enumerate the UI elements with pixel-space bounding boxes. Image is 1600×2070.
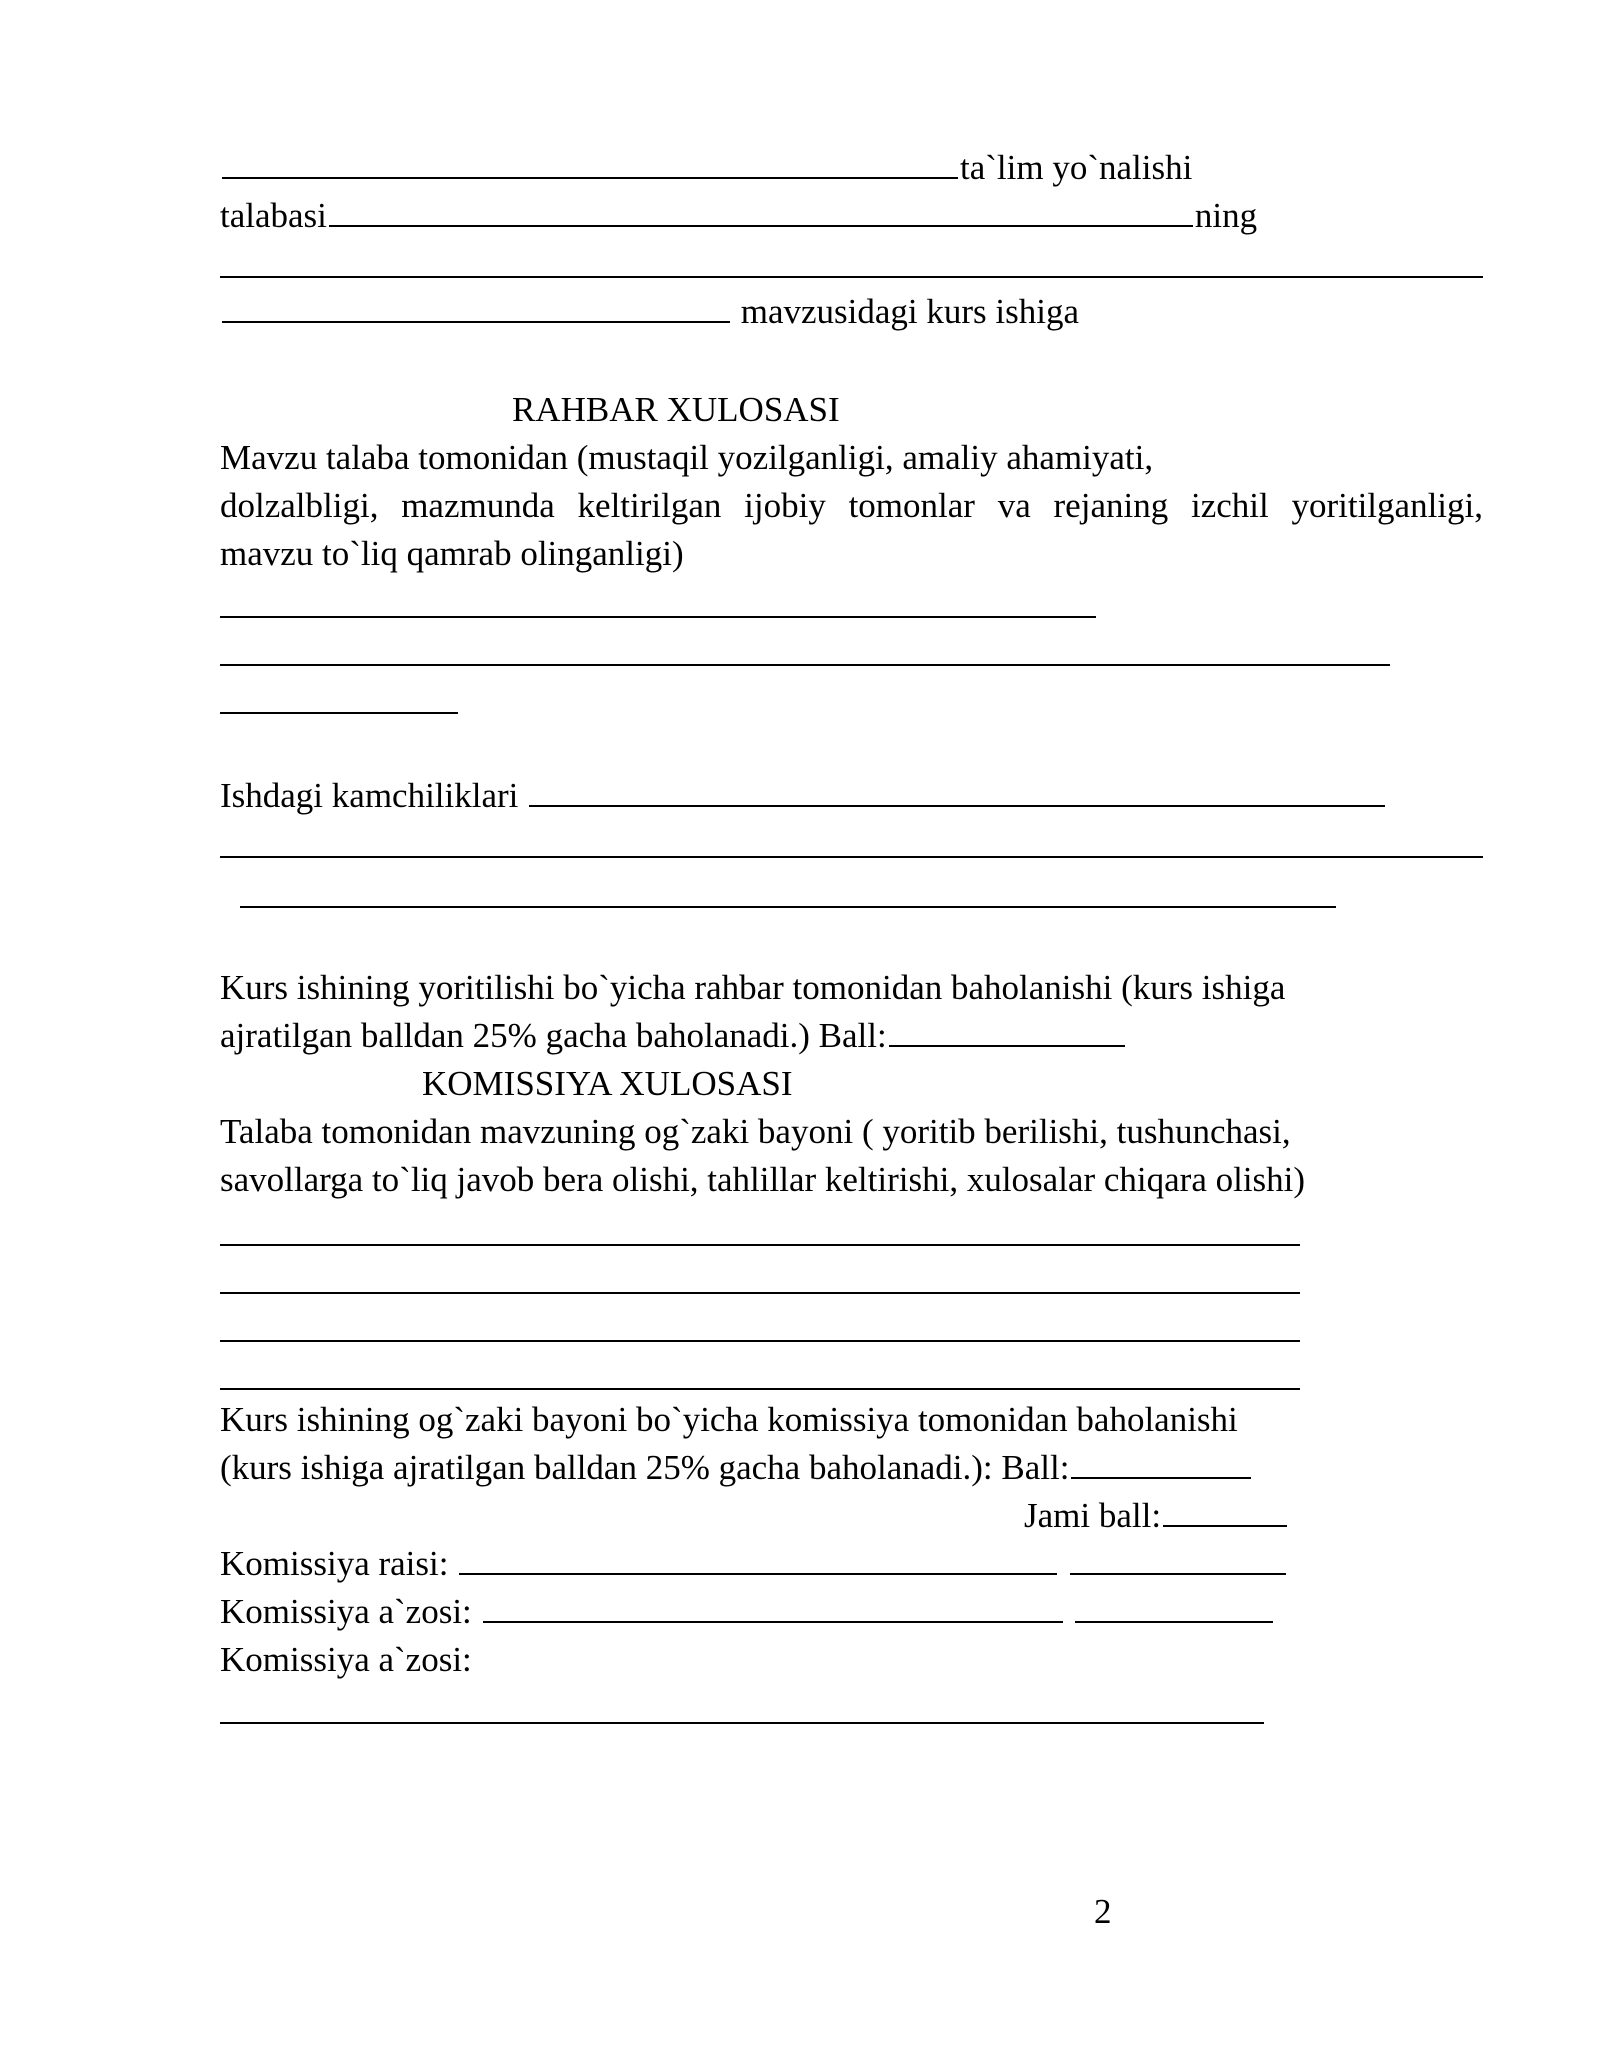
total-label: Jami ball: <box>1024 1496 1162 1535</box>
header-line-4 <box>220 290 1079 334</box>
member1-line <box>220 1590 1275 1634</box>
chair-line <box>220 1542 1288 1586</box>
komissiya-title: KOMISSIYA XULOSASI <box>422 1064 793 1103</box>
komissiya-intro-1: Talaba tomonidan mavzuning og`zaki bayoni ( yoritib berilishi, tushunchasi, <box>220 1112 1291 1151</box>
rahbar-intro-1: Mavzu talaba tomonidan (mustaqil yozilganligi, amaliy ahamiyati, <box>220 438 1154 477</box>
komissiya-ball-blank[interactable] <box>1071 1447 1251 1479</box>
rahbar-intro-3: mavzu to`liq qamrab olinganligi) <box>220 534 684 573</box>
header-line-1 <box>220 146 1192 190</box>
member1-label: Komissiya a`zosi: <box>220 1592 481 1631</box>
rahbar-intro-2: dolzalbligi, mazmunda keltirilgan ijobiy tomonlar va rejaning izchil yoritilganligi, <box>220 486 1483 525</box>
shortcomings-blank-2[interactable] <box>220 856 1483 858</box>
direction-blank[interactable] <box>222 147 958 179</box>
komissiya-grade-label: (kurs ishiga ajratilgan balldan 25% gacha baholanadi.): Ball: <box>220 1448 1070 1487</box>
rahbar-comment-blank-2[interactable] <box>220 664 1390 666</box>
komissiya-intro-2: savollarga to`liq javob bera olishi, tahlillar keltirishi, xulosalar chiqara olishi) <box>220 1160 1306 1199</box>
komissiya-grade-1: Kurs ishining og`zaki bayoni bo`yicha komissiya tomonidan baholanishi <box>220 1400 1238 1439</box>
chair-signature-blank[interactable] <box>1070 1543 1286 1575</box>
komissiya-comment-blank-3[interactable] <box>220 1340 1300 1342</box>
topic-blank-1[interactable] <box>220 276 1483 278</box>
member2-line: Komissiya a`zosi: <box>220 1640 472 1679</box>
rahbar-ball-blank[interactable] <box>889 1015 1125 1047</box>
student-suffix: ning <box>1194 196 1258 235</box>
member2-name-blank[interactable] <box>220 1722 1264 1724</box>
chair-label: Komissiya raisi: <box>220 1544 458 1583</box>
student-label: talabasi <box>220 196 327 235</box>
topic-label: mavzusidagi kurs ishiga <box>732 292 1080 331</box>
member1-signature-blank[interactable] <box>1075 1591 1273 1623</box>
rahbar-comment-blank-1[interactable] <box>220 616 1096 618</box>
shortcomings-line <box>220 774 1387 818</box>
komissiya-comment-blank-2[interactable] <box>220 1292 1300 1294</box>
shortcomings-blank-1[interactable] <box>529 775 1385 807</box>
rahbar-grade-line-2 <box>220 1014 1127 1058</box>
topic-blank-2[interactable] <box>222 291 730 323</box>
direction-label: ta`lim yo`nalishi <box>960 148 1193 187</box>
shortcomings-label: Ishdagi kamchiliklari <box>220 776 528 815</box>
rahbar-grade-1: Kurs ishining yoritilishi bo`yicha rahbar tomonidan baholanishi (kurs ishiga <box>220 968 1286 1007</box>
total-ball-blank[interactable] <box>1163 1495 1287 1527</box>
page-number: 2 <box>1094 1892 1112 1931</box>
komissiya-comment-blank-1[interactable] <box>220 1244 1300 1246</box>
shortcomings-blank-3[interactable] <box>240 906 1336 908</box>
rahbar-comment-blank-3[interactable] <box>220 712 458 714</box>
rahbar-grade-label: ajratilgan balldan 25% gacha baholanadi.) Ball: <box>220 1016 887 1055</box>
chair-name-blank[interactable] <box>459 1543 1057 1575</box>
komissiya-grade-line-2 <box>220 1446 1253 1490</box>
rahbar-title: RAHBAR XULOSASI <box>512 390 840 429</box>
total-line <box>1024 1494 1289 1538</box>
student-name-blank[interactable] <box>329 195 1193 227</box>
member1-name-blank[interactable] <box>483 1591 1063 1623</box>
header-line-2 <box>220 194 1257 238</box>
komissiya-comment-blank-4[interactable] <box>220 1388 1300 1390</box>
